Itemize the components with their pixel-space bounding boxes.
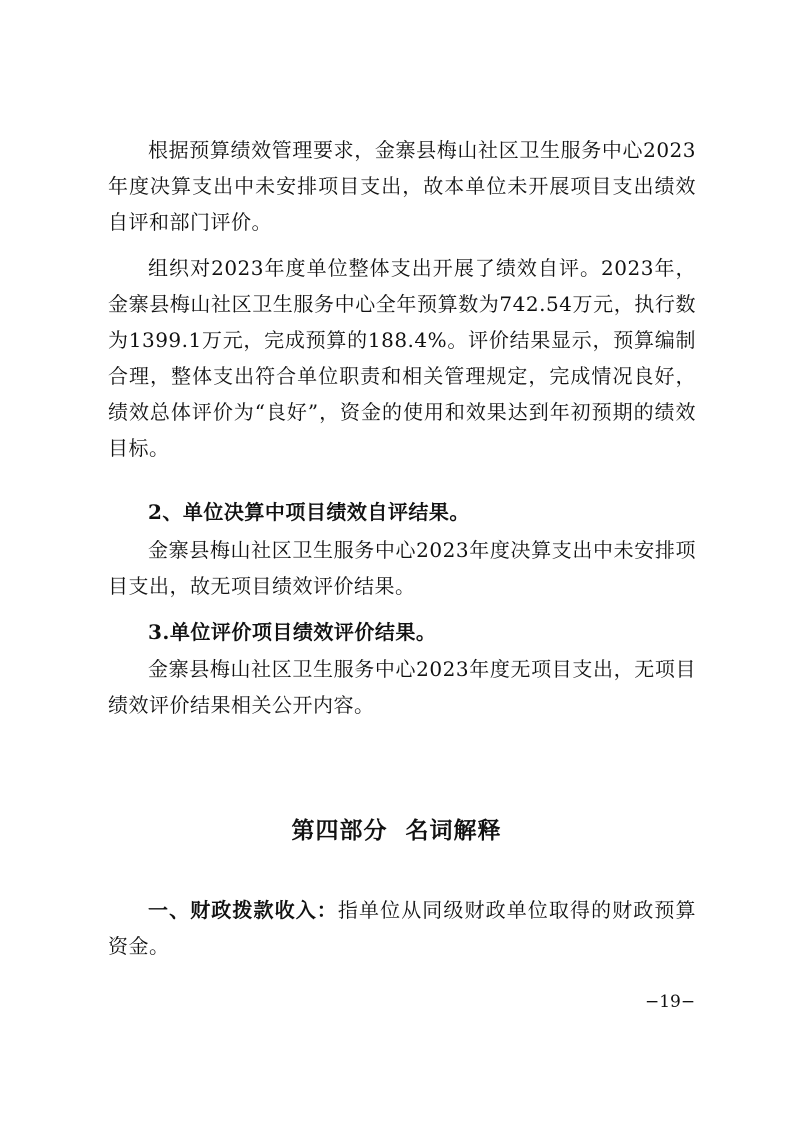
section-title: 第四部分 名词解释	[291, 817, 502, 844]
heading-project-self-evaluation: 2、单位决算中项目绩效自评结果。	[148, 500, 470, 524]
definition-term: 一、财政拨款收入：	[148, 898, 338, 922]
definition-fiscal-appropriation	[108, 892, 696, 964]
paragraph-no-project-results: 金寨县梅山社区卫生服务中心2023年度决算支出中未安排项目支出，故无项目绩效评价结果。	[108, 538, 696, 598]
paragraph-no-project-expenditure: 金寨县梅山社区卫生服务中心2023年度无项目支出，无项目绩效评价结果相关公开内容。	[108, 657, 696, 717]
heading-unit-evaluation: 3.单位评价项目绩效评价结果。	[148, 620, 437, 644]
paragraph-overall-self-evaluation: 组织对2023年度单位整体支出开展了绩效自评。2023年，金寨县梅山社区卫生服务中心全年预算数为742.54万元，执行数为1399.1万元，完成预算的188.4%。评价结果显示，预算编制合理，整体支出符合单位职责和相关管理规定，完成情况良好，绩效总体评价为“良好”，资金的使用和效果达到年初预期的绩效目标。	[108, 256, 696, 460]
definition-text: 指单位从同级财政单位取得的财政预算资金。	[108, 898, 697, 958]
page-number: −19−	[645, 992, 696, 1012]
paragraph-performance-requirement: 根据预算绩效管理要求，金寨县梅山社区卫生服务中心2023年度决算支出中未安排项目支出，故本单位未开展项目支出绩效自评和部门评价。	[108, 138, 696, 234]
